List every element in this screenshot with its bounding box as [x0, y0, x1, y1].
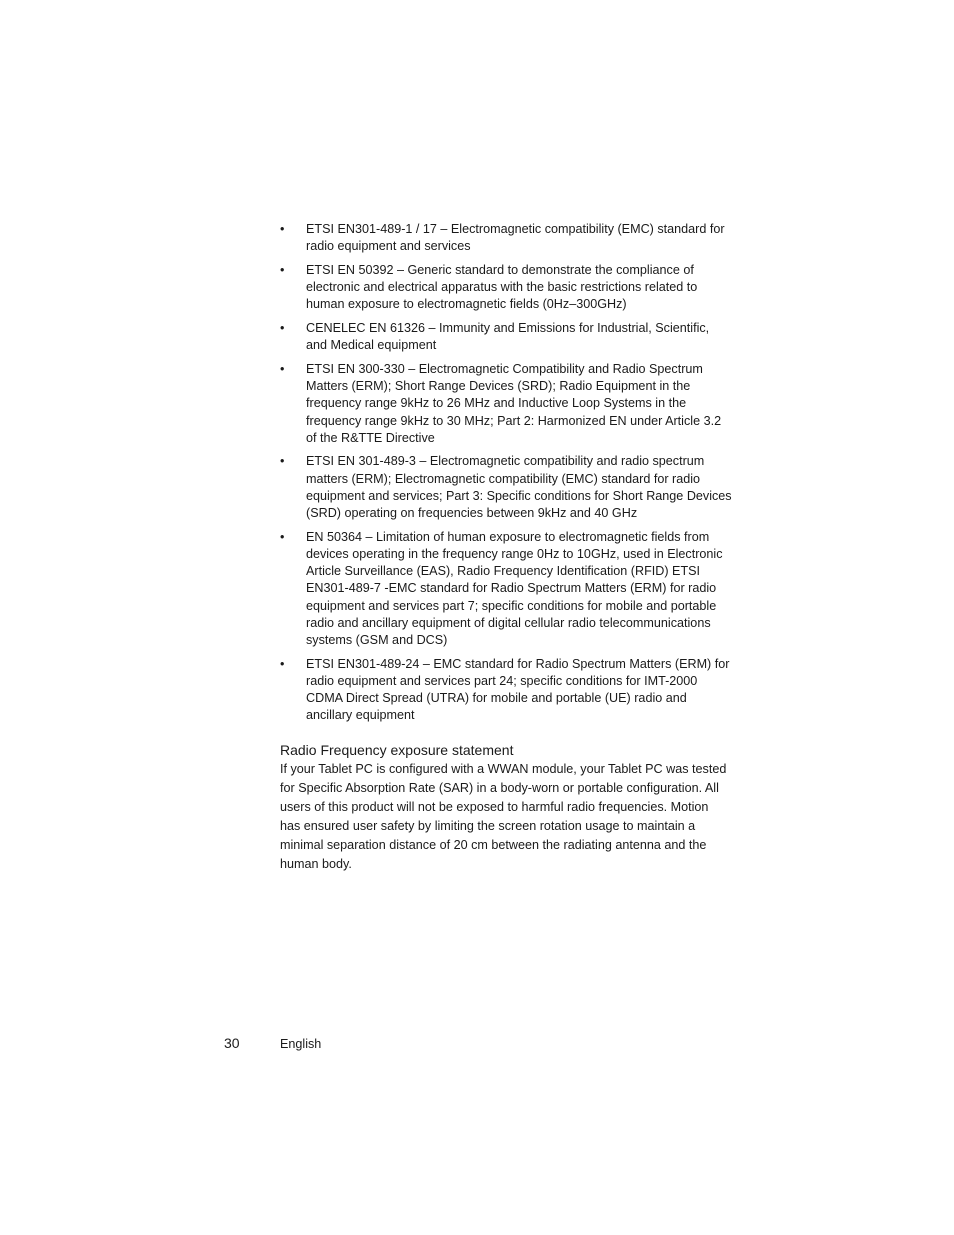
list-item [280, 320, 732, 354]
list-item-text: ETSI EN 300-330 – Electromagnetic Compatibility and Radio Spectrum Matters (ERM); Short Range Devices (SRD); Radio Equipment in the frequency range 9kHz to 26 MHz and Inductive Loop Systems in the frequency range 9kHz to 30 MHz; Part 2: Harmonized EN under Article 3.2 of the R&TTE Directive [306, 361, 722, 445]
list-item [280, 453, 732, 522]
bullet: • [280, 321, 285, 336]
page-content [280, 221, 732, 874]
list-item-text: EN 50364 – Limitation of human exposure to electromagnetic fields from devices operating in the frequency range 0Hz to 10GHz, used in Electronic Article Surveillance (EAS), Radio Frequency Identification (RFID) ETSI EN301-489-7 -EMC standard for Radio Spectrum Matters (ERM) for radio equipment and services part 7; specific conditions for mobile and portable radio and ancillary equipment of digital cellular radio telecommunications systems (GSM and DCS) [306, 529, 723, 647]
page-number: 30 [224, 1035, 240, 1051]
bullet: • [280, 656, 285, 671]
list-item [280, 361, 732, 447]
bullet: • [280, 262, 285, 277]
bullet: • [280, 361, 285, 376]
rf-exposure-body: If your Tablet PC is configured with a WWAN module, your Tablet PC was tested for Specific Absorption Rate (SAR) in a body-worn or portable configuration. All users of this product will not be exposed to harmful radio frequencies. Motion has ensured user safety by limiting the screen rotation usage to maintain a minimal separation distance of 20 cm between the radiating antenna and the human body. [280, 762, 727, 872]
footer-language: English [280, 1037, 322, 1051]
list-item [280, 221, 732, 255]
list-item-text: ETSI EN301-489-1 / 17 – Electromagnetic compatibility (EMC) standard for radio equipment and services [306, 222, 725, 254]
list-item [280, 656, 732, 725]
bullet: • [280, 222, 285, 236]
list-item-text: CENELEC EN 61326 – Immunity and Emissions for Industrial, Scientific, and Medical equipment [306, 321, 710, 353]
rf-exposure-heading: Radio Frequency exposure statement [280, 742, 514, 759]
list-item-text: ETSI EN 50392 – Generic standard to demonstrate the compliance of electronic and electrical apparatus with the basic restrictions related to human exposure to electromagnetic fields (0Hz–300GHz) [306, 262, 698, 312]
standards-list [280, 221, 732, 724]
list-item-text: ETSI EN 301-489-3 – Electromagnetic compatibility and radio spectrum matters (ERM); Electromagnetic compatibility (EMC) standard for radio equipment and services; Part 3: Specific conditions for Short Range Devices (SRD) operating on frequencies between 9kHz and 40 GHz [306, 454, 732, 521]
list-item [280, 529, 732, 649]
bullet: • [280, 529, 285, 544]
list-item-text: ETSI EN301-489-24 – EMC standard for Radio Spectrum Matters (ERM) for radio equipment and services part 24; specific conditions for IMT-2000 CDMA Direct Spread (UTRA) for mobile and portable (UE) radio and ancillary equipment [306, 656, 730, 723]
list-item [280, 262, 732, 314]
bullet: • [280, 454, 285, 469]
